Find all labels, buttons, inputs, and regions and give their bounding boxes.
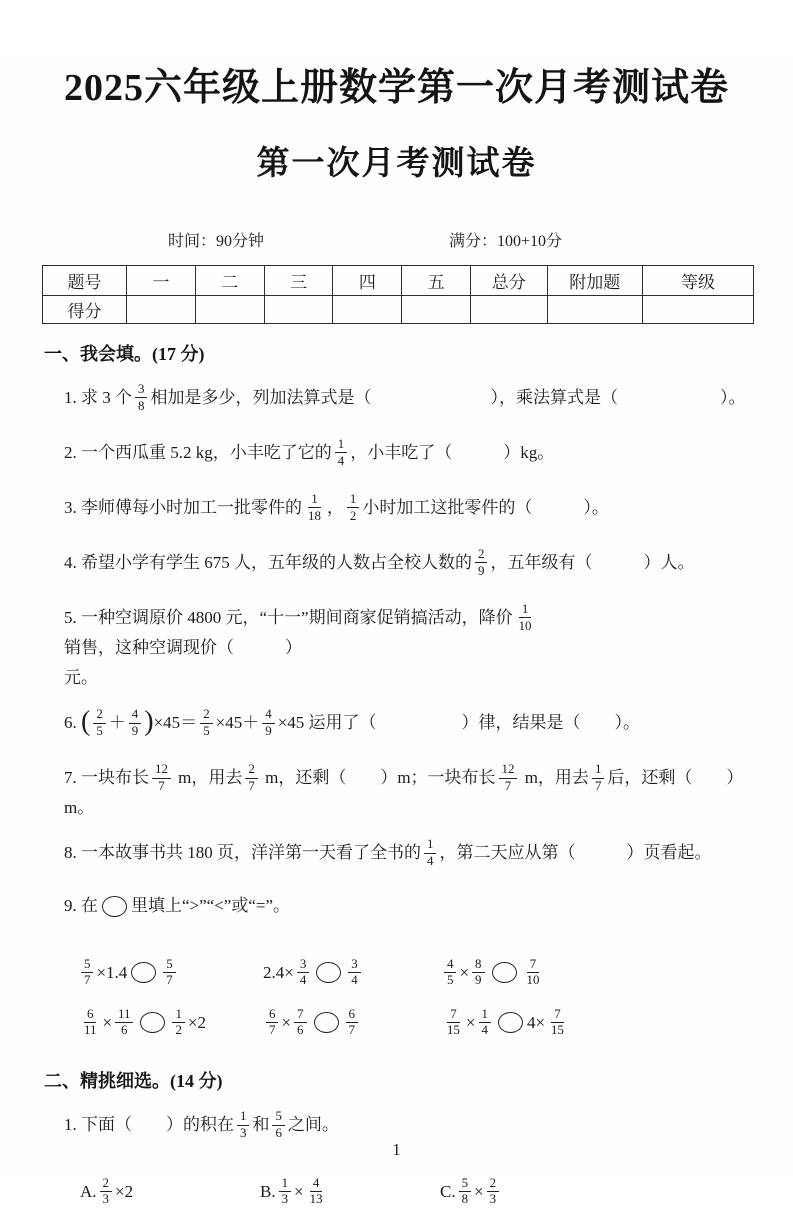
fraction: $\frac{12}{7}$ — [152, 762, 171, 794]
fraction: $\frac{1}{3}$ — [237, 1109, 249, 1141]
fraction: $\frac{7}{10}$ — [526, 955, 540, 988]
fraction: $\frac{1}{3}$ — [279, 1176, 291, 1208]
score-row-label: 得分 — [43, 296, 127, 324]
text-segment: ×45＝ — [153, 713, 198, 733]
comparison-circle-icon — [140, 1012, 165, 1033]
question-9 — [64, 893, 773, 931]
fraction: $\frac{1}{4}$ — [424, 837, 436, 869]
fraction: $\frac{2}{9}$ — [475, 547, 487, 579]
fraction: $\frac{1}{7}$ — [592, 762, 604, 794]
text-segment: ， — [326, 497, 344, 517]
text-segment: 相加是多少，列加法算式是（ ），乘法算式是（ ）。 — [150, 387, 746, 407]
header-cell-part2: 二 — [195, 266, 264, 296]
big-parenthesis: ) — [144, 706, 154, 738]
section1-heading: 一、我会填。(17 分) — [44, 344, 205, 364]
score-cell — [547, 296, 643, 324]
comparison-circle-icon — [316, 962, 341, 983]
text-segment: 3. 李师傅每小时加工一批零件的 — [64, 497, 302, 517]
header-cell-total: 总分 — [471, 266, 547, 296]
text-segment: ×1.4 — [96, 963, 128, 983]
big-parenthesis: ( — [81, 706, 91, 738]
question-2 — [64, 438, 773, 476]
fraction: $\frac{2}{3}$ — [100, 1176, 112, 1208]
text-segment: 之间。 — [287, 1115, 339, 1135]
comparison-item-4 — [78, 1001, 263, 1045]
header-cell-grade: 等级 — [643, 266, 754, 296]
text-segment: × — [294, 1182, 304, 1202]
page-number: 1 — [392, 1140, 401, 1159]
comparison-circle-icon — [131, 962, 156, 983]
fraction: $\frac{5}{7}$ — [81, 957, 93, 989]
header-cell-part1: 一 — [127, 266, 196, 296]
score-cell — [402, 296, 471, 324]
page-title: 2025六年级上册数学第一次月考测试卷 — [63, 67, 729, 109]
fraction: $\frac{1}{4}$ — [479, 1007, 491, 1039]
text-segment: 4. 希望小学有学生 675 人，五年级的人数占全校人数的 — [64, 552, 472, 572]
score-cell — [643, 296, 754, 324]
fraction: $\frac{8}{9}$ — [472, 957, 484, 989]
text-segment: 2.4× — [263, 963, 294, 983]
fraction: $\frac{11}{6}$ — [115, 1007, 133, 1039]
text-segment: ＋ — [108, 713, 126, 733]
time-limit-label: 时间：90分钟 — [168, 233, 265, 250]
header-cell-question-number: 题号 — [43, 266, 127, 296]
text-segment: × — [281, 1013, 292, 1033]
fraction: $\frac{5}{8}$ — [459, 1176, 471, 1208]
comparison-item-3 — [441, 951, 793, 995]
fraction: $\frac{6}{7}$ — [266, 1007, 278, 1039]
full-score-label: 满分：100+10分 — [449, 233, 563, 250]
text-segment: 销售，这种空调现价（ ） — [64, 637, 302, 657]
text-segment: ×45＋ — [215, 713, 260, 733]
comparison-circle-icon — [498, 1012, 523, 1033]
text-segment: ，小丰吃了（ ）kg。 — [350, 442, 555, 462]
text-segment: 小时加工这批零件的（ ）。 — [362, 497, 609, 517]
fraction: $\frac{12}{7}$ — [499, 762, 518, 794]
fraction: $\frac{1}{18}$ — [308, 491, 321, 523]
text-segment: C. — [440, 1182, 456, 1202]
fraction: $\frac{2}{5}$ — [200, 707, 212, 739]
text-segment: 2. 一个西瓜重 5.2 kg，小丰吃了它的 — [64, 442, 332, 462]
fraction: $\frac{7}{15}$ — [447, 1005, 460, 1038]
text-segment: 1. 求 3 个 — [64, 387, 132, 407]
comparison-item-1 — [78, 951, 263, 995]
text-segment: × — [102, 1013, 113, 1033]
fraction: $\frac{3}{4}$ — [348, 957, 360, 989]
text-segment: 和 — [252, 1115, 270, 1135]
text-segment: 里填上“>”“<”或“=”。 — [131, 896, 291, 916]
fraction: $\frac{4}{5}$ — [444, 957, 456, 989]
comparison-item-6 — [441, 1001, 793, 1045]
fraction: $\frac{7}{6}$ — [294, 1007, 306, 1039]
text-segment: 8. 一本故事书共 180 页，洋洋第一天看了全书的 — [64, 843, 421, 863]
text-segment: m，用去 — [173, 768, 243, 788]
score-cell — [333, 296, 402, 324]
text-segment: × — [465, 1013, 476, 1033]
text-segment: ，五年级有（ ）人。 — [490, 552, 695, 572]
text-segment: 9. 在 — [64, 896, 98, 916]
fraction: $\frac{1}{10}$ — [518, 601, 532, 633]
page-subtitle: 第一次月考测试卷 — [256, 146, 537, 182]
comparison-row-1 — [78, 951, 793, 995]
fraction: $\frac{4}{13}$ — [309, 1174, 323, 1207]
option-a — [80, 1170, 260, 1214]
text-segment: 4× — [526, 1013, 546, 1033]
header-cell-part4: 四 — [333, 266, 402, 296]
score-cell — [264, 296, 333, 324]
text-segment: ×45 运用了（ ）律，结果是（ ）。 — [277, 713, 641, 733]
fraction: $\frac{2}{3}$ — [487, 1176, 499, 1208]
option-b — [260, 1170, 440, 1214]
text-segment: 元。 — [64, 668, 98, 688]
score-cell — [471, 296, 547, 324]
comparison-item-2 — [263, 951, 441, 995]
score-cell — [195, 296, 264, 324]
meta-row — [0, 228, 793, 251]
section2-heading: 二、精挑细选。(14 分) — [44, 1071, 223, 1092]
fraction: $\frac{5}{7}$ — [163, 957, 175, 989]
header-cell-bonus: 附加题 — [547, 266, 643, 296]
question-8 — [64, 838, 773, 876]
fraction: $\frac{4}{9}$ — [262, 707, 274, 739]
fraction: $\frac{6}{7}$ — [346, 1007, 358, 1039]
text-segment: m，用去 — [520, 768, 589, 788]
options-row — [80, 1170, 793, 1214]
text-segment: 6. — [64, 713, 81, 733]
text-segment: ×2 — [114, 1182, 134, 1202]
question-4 — [64, 548, 773, 586]
comparison-circle-icon — [492, 962, 517, 983]
score-table — [42, 265, 754, 324]
header-cell-part3: 三 — [264, 266, 333, 296]
fraction: $\frac{2}{7}$ — [245, 762, 257, 794]
text-segment: ，第二天应从第（ ）页看起。 — [439, 843, 712, 863]
fraction: $\frac{5}{6}$ — [272, 1109, 284, 1141]
fraction: $\frac{4}{9}$ — [129, 707, 141, 739]
question-1 — [64, 383, 773, 421]
question-5 — [64, 603, 773, 661]
text-segment: × — [474, 1182, 484, 1202]
score-table-header-row — [43, 266, 754, 296]
comparison-item-5 — [263, 1001, 441, 1045]
question-5-continued — [64, 665, 773, 691]
text-segment: 7. 一块布长 — [64, 768, 149, 788]
score-cell — [127, 296, 196, 324]
comparison-circle-icon — [314, 1012, 339, 1033]
fraction: $\frac{3}{4}$ — [297, 957, 309, 989]
text-segment: 5. 一种空调原价 4800 元，“十一”期间商家促销搞活动，降价 — [64, 607, 513, 627]
fraction: $\frac{3}{8}$ — [135, 382, 147, 414]
fraction: $\frac{1}{2}$ — [172, 1007, 184, 1039]
fraction: $\frac{1}{4}$ — [335, 437, 347, 469]
comparison-row-2 — [78, 1001, 793, 1045]
fraction: $\frac{2}{5}$ — [93, 707, 105, 739]
text-segment: ×2 — [187, 1013, 207, 1033]
text-segment: × — [459, 963, 470, 983]
score-table-score-row — [43, 296, 754, 324]
text-segment: m，还剩（ ）m；一块布长 — [260, 768, 496, 788]
question-6 — [64, 708, 773, 746]
text-segment: B. — [260, 1182, 276, 1202]
text-segment: 1. 下面（ ）的积在 — [64, 1115, 234, 1135]
header-cell-part5: 五 — [402, 266, 471, 296]
fraction: $\frac{6}{11}$ — [84, 1005, 97, 1038]
question-3 — [64, 493, 773, 531]
question-7 — [64, 763, 773, 821]
option-c — [440, 1170, 793, 1214]
test-paper-page — [0, 56, 793, 1207]
text-segment: 后，还剩（ ）m。 — [64, 768, 744, 818]
fraction: $\frac{1}{2}$ — [347, 492, 359, 524]
fraction: $\frac{7}{15}$ — [551, 1005, 564, 1038]
text-segment: A. — [80, 1182, 97, 1202]
comparison-circle-icon — [102, 896, 127, 917]
